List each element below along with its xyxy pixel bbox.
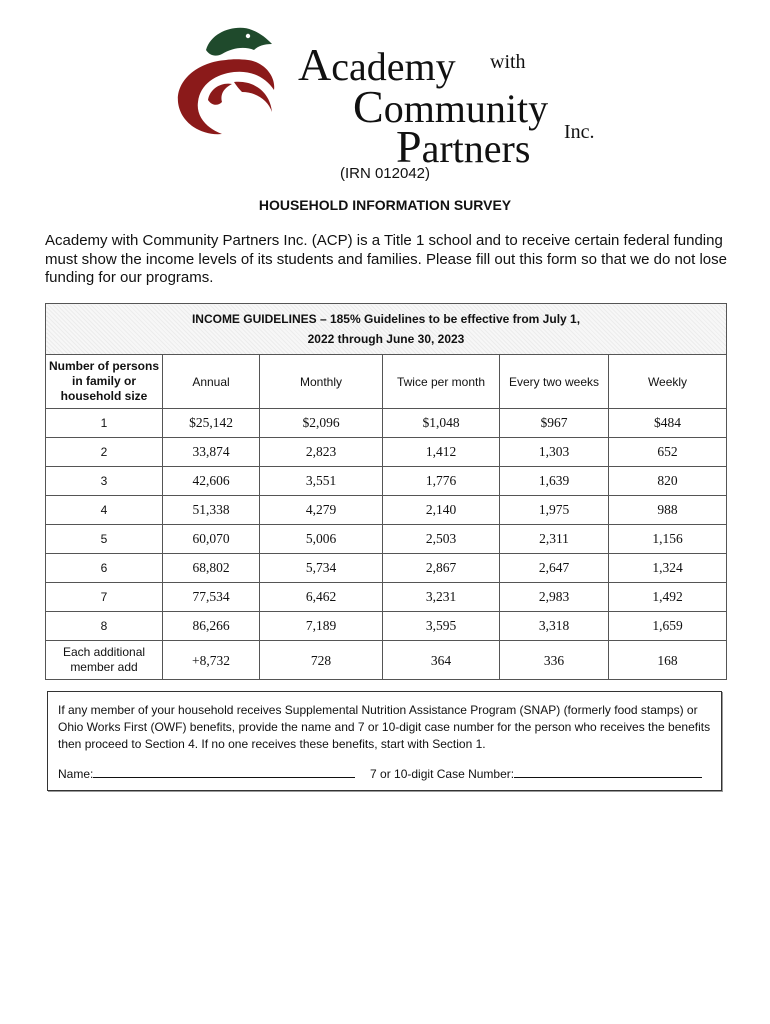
table-cell: 2,140 [383, 496, 500, 525]
table-row [46, 525, 727, 554]
snap-instructions: If any member of your household receives Supplemental Nutrition Assistance Program (SNAP) (formerly food stamps) or Ohio Works First (OWF) benefits, provide the name and 7 or 10-digit case number for the person who receives the benefits then proceed to Section 4. If no one receives these benefits, start with Section 1. [58, 703, 711, 751]
column-header: Annual [163, 355, 260, 409]
table-cell: 60,070 [163, 525, 260, 554]
table-cell: 4 [46, 496, 163, 525]
income-guidelines-heading: INCOME GUIDELINES – 185% Guidelines to be effective from July 1, 2022 through June 30, 2023 [46, 304, 727, 355]
table-cell: 86,266 [163, 612, 260, 641]
table-cell: 1,324 [609, 554, 727, 583]
name-field[interactable] [93, 765, 355, 778]
table-cell: 3,551 [260, 467, 383, 496]
bird-logo-icon [168, 22, 303, 142]
table-cell: 364 [383, 641, 500, 680]
table-cell: 2,867 [383, 554, 500, 583]
table-cell: $1,048 [383, 409, 500, 438]
table-cell: 6,462 [260, 583, 383, 612]
table-cell: 336 [500, 641, 609, 680]
table-cell: 77,534 [163, 583, 260, 612]
logo-inc: Inc. [564, 121, 595, 143]
table-cell: 8 [46, 612, 163, 641]
table-cell: 5,734 [260, 554, 383, 583]
case-number-label: 7 or 10-digit Case Number: [370, 767, 515, 781]
table-cell: 2,823 [260, 438, 383, 467]
table-row [46, 438, 727, 467]
table-cell: 1,975 [500, 496, 609, 525]
table-cell: Each additional member add [46, 641, 163, 680]
table-cell: 1,156 [609, 525, 727, 554]
table-cell: 5 [46, 525, 163, 554]
table-cell: 2,983 [500, 583, 609, 612]
table-cell: 2,503 [383, 525, 500, 554]
table-cell: $967 [500, 409, 609, 438]
table-cell: 7 [46, 583, 163, 612]
table-cell: 51,338 [163, 496, 260, 525]
table-cell: $25,142 [163, 409, 260, 438]
logo-with: with [490, 51, 526, 73]
table-row [46, 496, 727, 525]
table-cell: 2,647 [500, 554, 609, 583]
irn-number: (IRN 012042) [339, 165, 431, 182]
case-number-field[interactable] [514, 765, 702, 778]
table-cell: 2 [46, 438, 163, 467]
table-row [46, 467, 727, 496]
table-cell: 68,802 [163, 554, 260, 583]
snap-section [47, 691, 722, 791]
table-cell: +8,732 [163, 641, 260, 680]
table-row [46, 409, 727, 438]
table-cell: 33,874 [163, 438, 260, 467]
table-cell: 652 [609, 438, 727, 467]
table-cell: 42,606 [163, 467, 260, 496]
table-cell: 3 [46, 467, 163, 496]
table-cell: 1,492 [609, 583, 727, 612]
table-cell: 1,776 [383, 467, 500, 496]
intro-paragraph: Academy with Community Partners Inc. (ACP) is a Title 1 school and to receive certain federal funding must show the income levels of its students and families. Please fill out this form so that we do not lose funding for our programs. [45, 232, 727, 286]
logo-partners: Partners [396, 121, 531, 172]
logo-academy: Academy [298, 39, 456, 90]
table-cell: $2,096 [260, 409, 383, 438]
table-cell: 168 [609, 641, 727, 680]
column-header: Monthly [260, 355, 383, 409]
logo [168, 22, 608, 172]
table-cell: 1,303 [500, 438, 609, 467]
page-title: HOUSEHOLD INFORMATION SURVEY [258, 197, 512, 213]
table-cell: 1,412 [383, 438, 500, 467]
income-guidelines-table [45, 303, 727, 680]
table-row [46, 583, 727, 612]
snap-fields [58, 765, 721, 783]
table-row [46, 641, 727, 680]
table-cell: 728 [260, 641, 383, 680]
table-cell: 3,318 [500, 612, 609, 641]
table-cell: 3,595 [383, 612, 500, 641]
table-header-row [46, 355, 727, 409]
column-header: Weekly [609, 355, 727, 409]
column-header: Twice per month [383, 355, 500, 409]
table-cell: 1,639 [500, 467, 609, 496]
table-cell: $484 [609, 409, 727, 438]
name-label: Name: [58, 767, 94, 781]
table-row [46, 612, 727, 641]
table-cell: 6 [46, 554, 163, 583]
table-cell: 2,311 [500, 525, 609, 554]
table-cell: 1 [46, 409, 163, 438]
column-header: Number of persons in family or household size [46, 355, 163, 409]
table-cell: 988 [609, 496, 727, 525]
table-cell: 4,279 [260, 496, 383, 525]
table-cell: 1,659 [609, 612, 727, 641]
table-row [46, 554, 727, 583]
logo-community: Community [353, 81, 549, 132]
table-cell: 5,006 [260, 525, 383, 554]
table-cell: 3,231 [383, 583, 500, 612]
column-header: Every two weeks [500, 355, 609, 409]
table-cell: 7,189 [260, 612, 383, 641]
table-cell: 820 [609, 467, 727, 496]
